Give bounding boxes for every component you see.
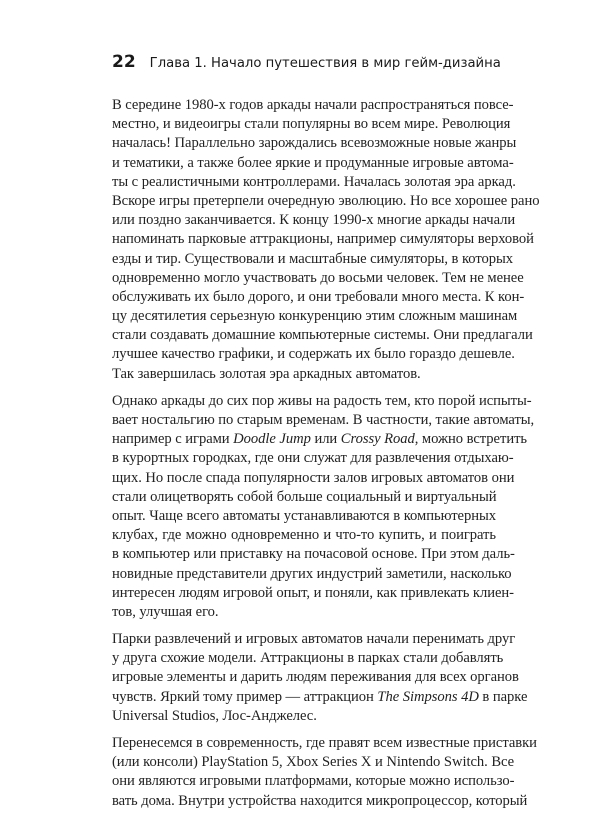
text-line: ты с реалистичными контроллерами. Началась золотая эра аркад. [112, 173, 516, 190]
text-line: напоминать парковые аттракционы, например симуляторы верховой [112, 231, 534, 248]
text-line: местно, и видеоигры стали популярны во всем мире. Революция [112, 116, 511, 133]
paragraph-2 [112, 392, 535, 622]
text-line: цу десятилетия серьезную конкуренцию этим сложным машинам [112, 308, 518, 325]
text-line: или поздно заканчивается. К концу 1990-х многие аркады начали [112, 212, 516, 229]
page-number: 22 [112, 52, 136, 72]
text-line: лучшее качество графики, и содержать их было гораздо дешевле. [112, 346, 515, 363]
text-line: и тематики, а также более яркие и продуманные игровые автома- [112, 154, 514, 171]
text-line: в курортных городках, где они служат для развлечения отдыхаю- [112, 450, 514, 467]
text-line: они являются игровыми платформами, которые можно использо- [112, 773, 515, 790]
text-line: вать дома. Внутри устройства находится микропроцессор, который [112, 792, 528, 809]
text-line: тов, улучшая его. [112, 603, 219, 620]
text-line: одновременно могло участвовать до восьми человек. Тем не менее [112, 269, 524, 286]
text-line: Парки развлечений и игровых автоматов начали перенимать друг [112, 631, 516, 648]
text-line: чувств. Яркий тому пример — аттракцион The Simpsons 4D в парке [112, 688, 528, 705]
title-italic: Doodle Jump [233, 431, 311, 448]
text-line: стали создавать домашние компьютерные системы. Они предлагали [112, 327, 533, 344]
paragraph-1 [112, 96, 540, 384]
text-line: Так завершилась золотая эра аркадных автоматов. [112, 365, 421, 382]
chapter-title: Глава 1. Начало путешествия в мир гейм-дизайна [149, 56, 501, 71]
text-line: игровые элементы и дарить людям переживания для всех органов [112, 669, 519, 686]
text-line: обслуживать их было дорого, и они требовали много места. К кон- [112, 288, 525, 305]
text-line: Universal Studios, Лос-Анджелес. [112, 707, 317, 724]
title-italic: Crossy Road [340, 431, 415, 448]
text-line: Однако аркады до сих пор живы на радость тем, кто порой испыты- [112, 392, 532, 409]
text-line: новидные представители других индустрий заметили, насколько [112, 565, 512, 582]
text-line: началась! Параллельно зарождались всевозможные новые жанры [112, 135, 517, 152]
running-header [112, 52, 512, 74]
text-line: езды и тир. Существовали и масштабные симуляторы, в которых [112, 250, 513, 267]
paragraph-4 [112, 734, 537, 811]
text-line: интересен людям игровой опыт, и поняли, как привлекать клиен- [112, 584, 514, 601]
title-italic: The Simpsons 4D [377, 688, 479, 705]
text-line: вает ностальгию по старым временам. В частности, такие автоматы, [112, 412, 535, 428]
text-line: (или консоли) PlayStation 5, Xbox Series X и Nintendo Switch. Все [112, 754, 515, 771]
text-line: опыт. Чаще всего автоматы устанавливаются в компьютерных [112, 507, 496, 524]
text-line: Вскоре игры претерпели очередную эволюцию. Но все хорошее рано [112, 192, 540, 209]
text-line: у друга схожие модели. Аттракционы в парках стали добавлять [112, 650, 504, 667]
text-line: стали олицетворять собой больше социальный и виртуальный [112, 488, 497, 505]
text-line: Перенесемся в современность, где правят всем известные приставки [112, 735, 537, 751]
text-line: в компьютер или приставку на почасовой основе. При этом даль- [112, 546, 515, 563]
text-line: клубах, где можно одновременно и что-то купить, и поиграть [112, 527, 496, 544]
body-text [112, 96, 540, 819]
text-line: В середине 1980-х годов аркады начали распространяться повсе- [112, 97, 514, 113]
paragraph-3 [112, 630, 528, 726]
text-line: щих. Но после спада популярности залов игровых автоматов они [112, 469, 515, 486]
text-line: например с играми Doodle Jump или Crossy Road, можно встретить [112, 431, 528, 448]
